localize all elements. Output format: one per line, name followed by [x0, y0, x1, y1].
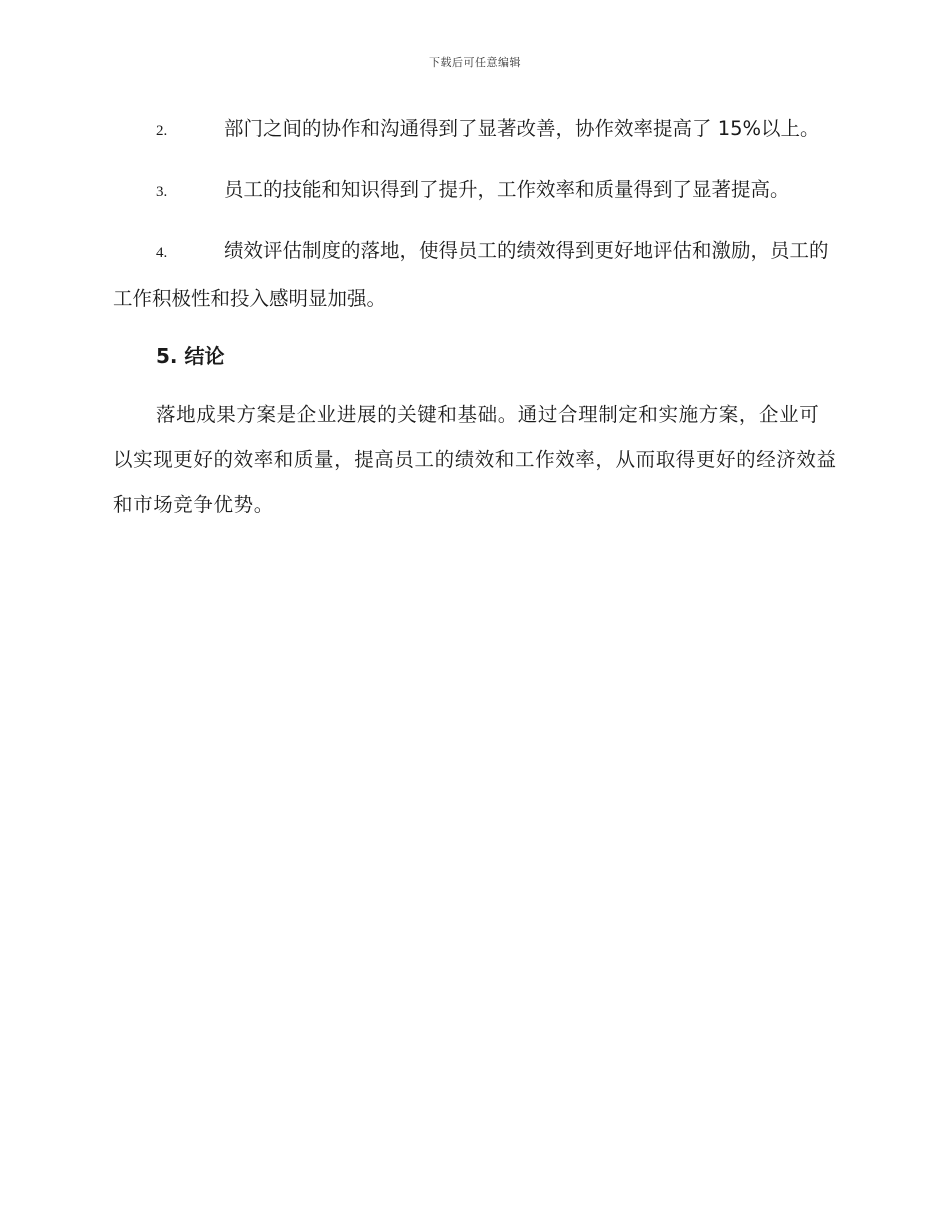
list-item-text: 员工的技能和知识得到了提升，工作效率和质量得到了显著提高。: [224, 178, 790, 201]
list-item: [113, 106, 837, 154]
list-item-number: 2.: [156, 123, 168, 139]
list-item-number: 4.: [156, 245, 168, 261]
list-item-text: 部门之间的协作和沟通得到了显著改善，协作效率提高了 15%以上。: [224, 117, 820, 140]
document-body: [113, 106, 837, 527]
list-item: [113, 167, 837, 215]
list-item-text: 绩效评估制度的落地，使得员工的绩效得到更好地评估和激励，员工的工作积极性和投入感明显加强。: [113, 239, 829, 310]
conclusion-paragraph: 落地成果方案是企业进展的关键和基础。通过合理制定和实施方案，企业可以实现更好的效率和质量，提高员工的绩效和工作效率，从而取得更好的经济效益和市场竞争优势。: [113, 403, 837, 516]
list-item: [113, 228, 837, 321]
header-note: 下载后可任意编辑: [429, 56, 521, 69]
list-item-number: 3.: [156, 184, 168, 200]
section-heading: 5. 结论: [156, 344, 225, 368]
